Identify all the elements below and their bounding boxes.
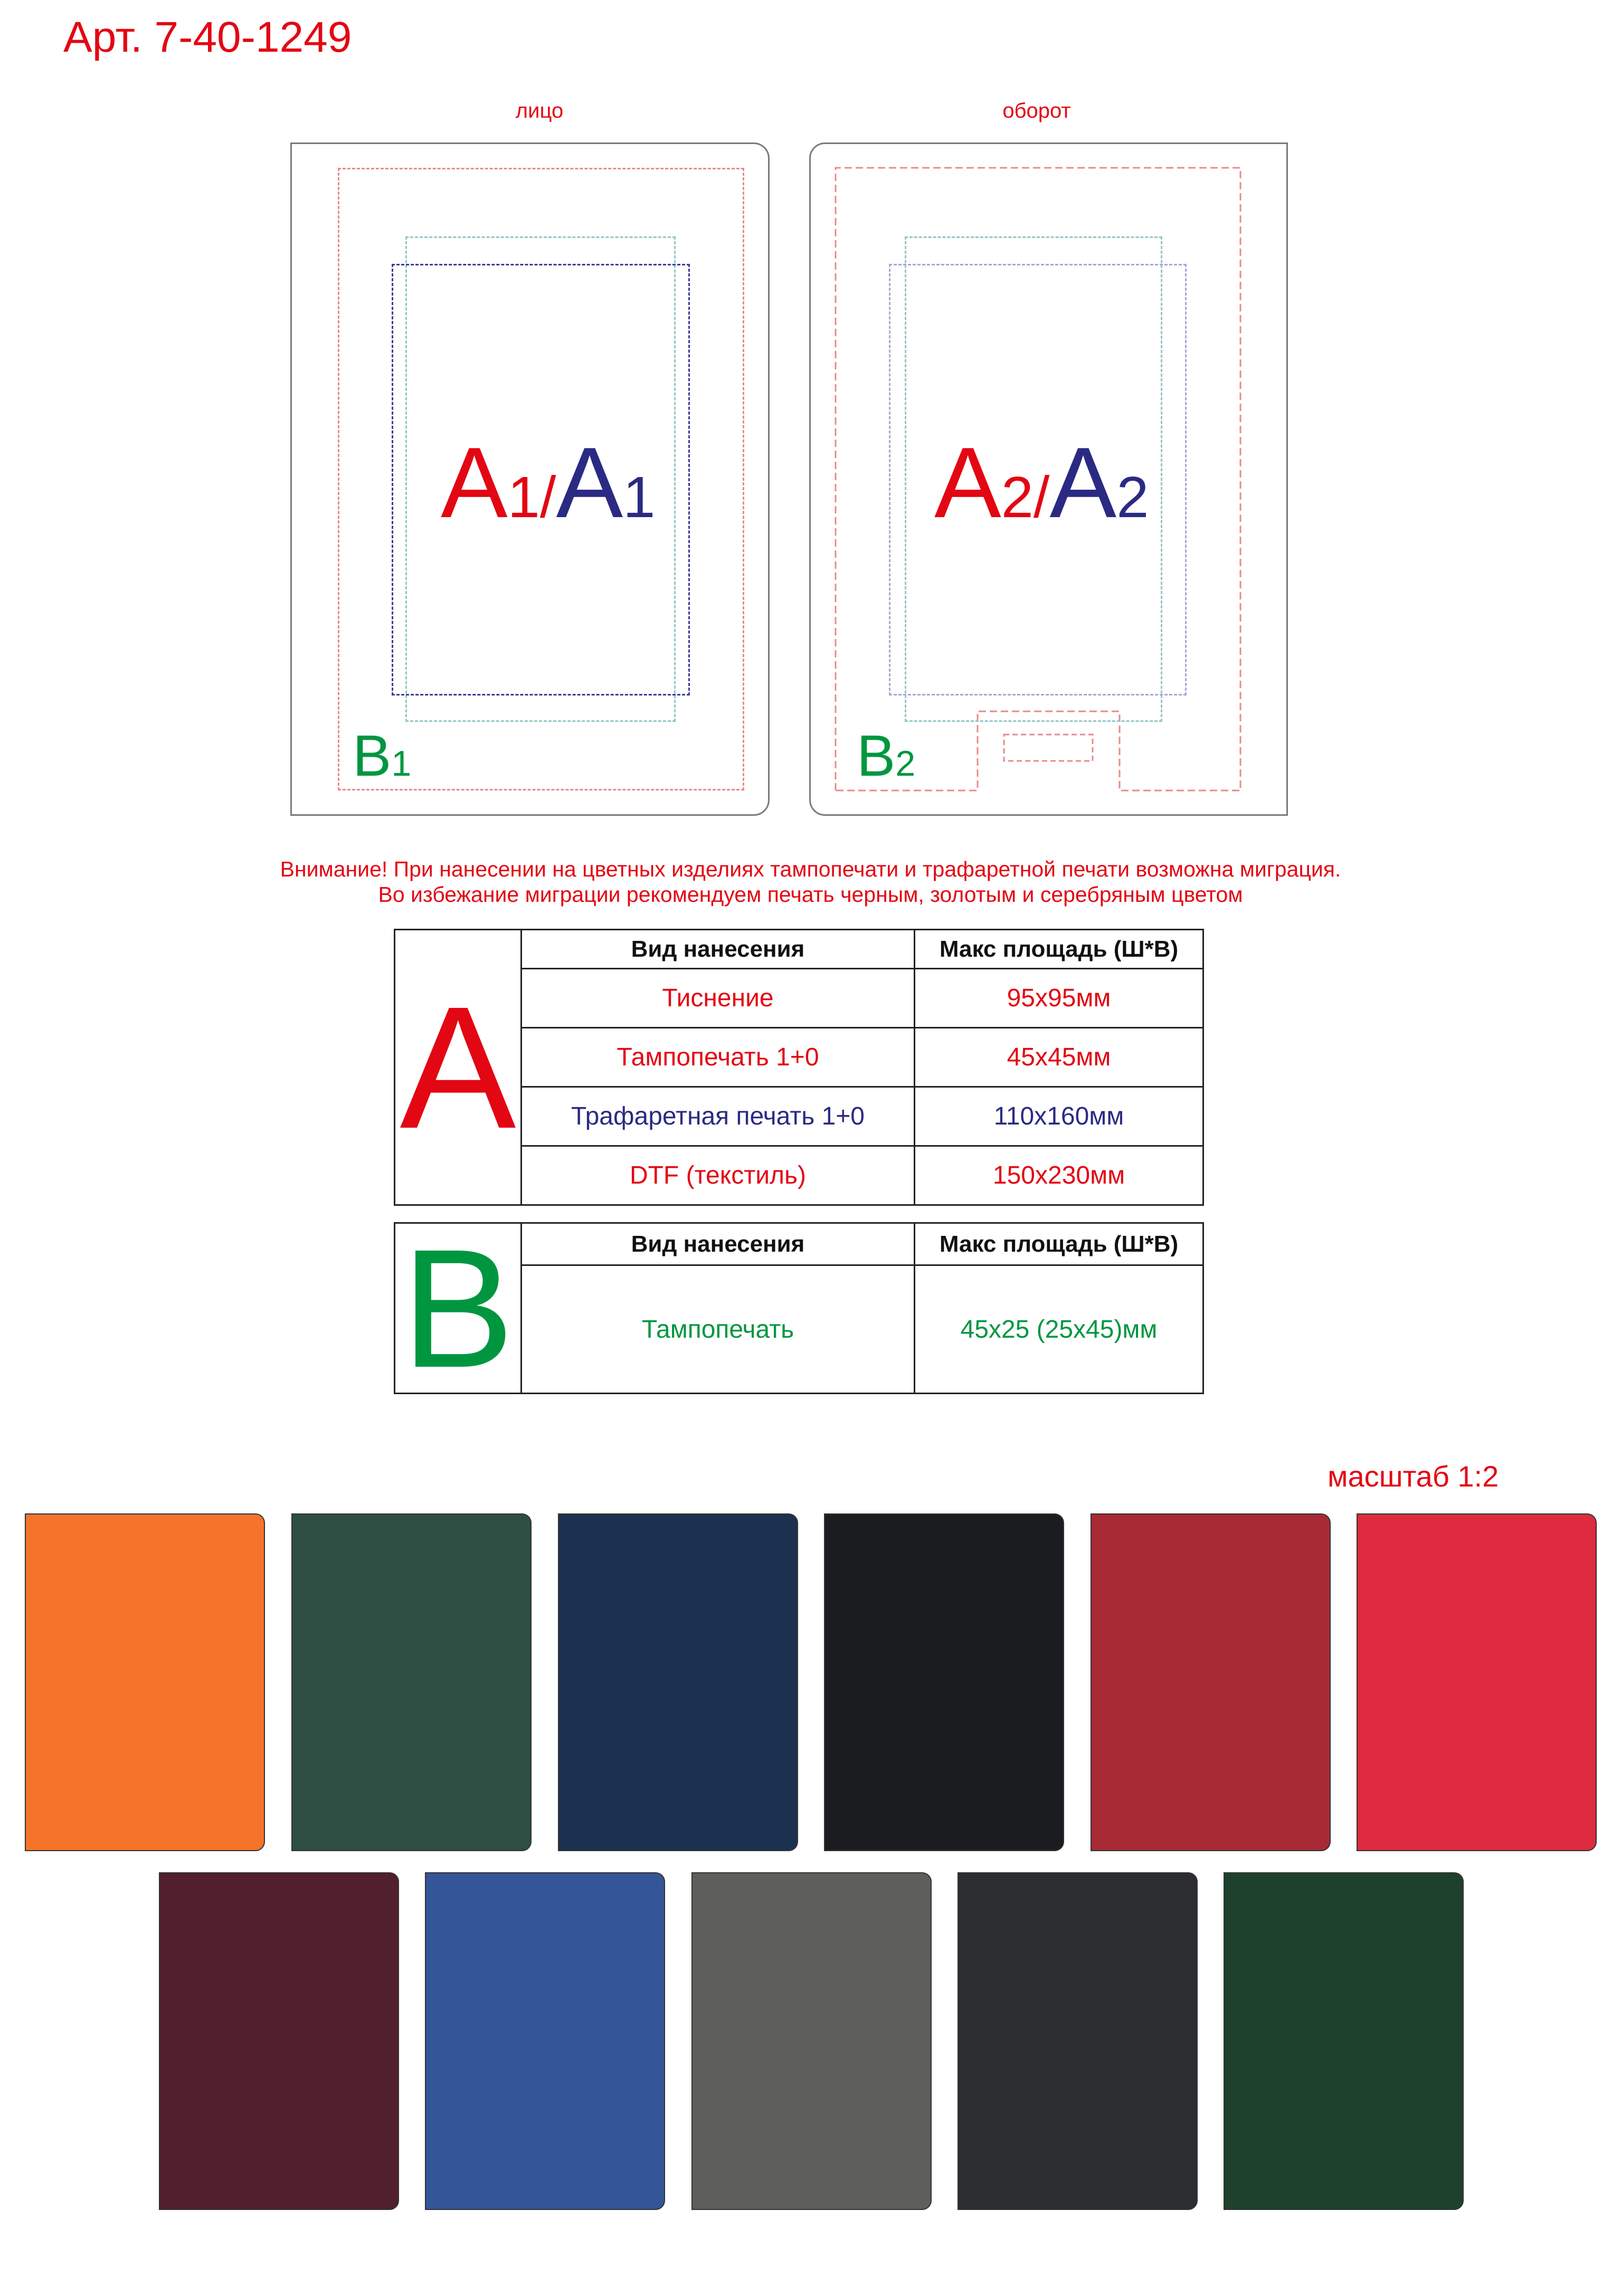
color-swatch[interactable]	[1357, 1513, 1597, 1851]
back-side-label: оборот	[1002, 99, 1071, 122]
table-a-area: 110х160мм	[915, 1087, 1203, 1146]
table-a-area: 150х230мм	[915, 1146, 1203, 1205]
color-swatch[interactable]	[425, 1872, 665, 2210]
migration-warning	[0, 856, 1621, 907]
table-b-letter: B	[401, 1214, 515, 1403]
table-a-header-method: Вид нанесения	[522, 930, 915, 969]
area-a-primary: A	[934, 427, 1001, 539]
scale-label: масштаб 1:2	[1328, 1460, 1499, 1493]
back-area-a-label	[934, 427, 1149, 539]
area-a-primary-sub: 1	[507, 465, 540, 530]
area-a-alt: A	[1049, 427, 1117, 539]
table-b-area: 45х25 (25х45)мм	[915, 1265, 1203, 1394]
area-a-alt-sub: 1	[623, 465, 656, 530]
table-a-area: 45х45мм	[915, 1028, 1203, 1087]
front-area-b-label	[353, 723, 412, 788]
warning-line-1: Внимание! При нанесении на цветных изделиях тампопечати и трафаретной печати возможна миграция.	[280, 857, 1341, 881]
color-swatch[interactable]	[25, 1513, 265, 1851]
color-swatch[interactable]	[958, 1872, 1198, 2210]
area-a-methods-table	[394, 929, 1204, 1206]
back-logo-patch	[1004, 735, 1093, 761]
table-a-method: Трафаретная печать 1+0	[522, 1087, 915, 1146]
table-a-letter-cell	[395, 930, 522, 1205]
area-b: B	[353, 723, 392, 788]
color-swatch[interactable]	[824, 1513, 1064, 1851]
area-a-alt: A	[556, 427, 623, 539]
warning-line-2: Во избежание миграции рекомендуем печать черным, золотым и серебряным цветом	[378, 882, 1243, 907]
table-b-method: Тампопечать	[522, 1265, 915, 1394]
color-swatch[interactable]	[691, 1872, 932, 2210]
article-title: Арт. 7-40-1249	[63, 13, 352, 61]
area-slash: /	[1033, 465, 1050, 530]
area-b: B	[857, 723, 896, 788]
area-slash: /	[539, 465, 556, 530]
table-b-header-method: Вид нанесения	[522, 1223, 915, 1265]
area-b-methods-table	[394, 1214, 1204, 1403]
table-a-method: Тампопечать 1+0	[522, 1028, 915, 1087]
area-a-primary: A	[441, 427, 508, 539]
area-b-sub: 1	[391, 744, 412, 784]
table-b-letter-cell	[395, 1214, 522, 1403]
area-b-sub: 2	[895, 744, 916, 784]
area-a-alt-sub: 2	[1116, 465, 1149, 530]
table-b-header-area: Макс площадь (Ш*В)	[915, 1223, 1203, 1265]
table-a-area: 95х95мм	[915, 969, 1203, 1028]
color-swatch[interactable]	[1091, 1513, 1331, 1851]
front-side-label: лицо	[515, 99, 564, 122]
table-a-method: DTF (текстиль)	[522, 1146, 915, 1205]
color-swatch[interactable]	[1224, 1872, 1464, 2210]
area-a-primary-sub: 2	[1001, 465, 1034, 530]
color-swatch[interactable]	[159, 1872, 399, 2210]
table-a-method: Тиснение	[522, 969, 915, 1028]
color-swatch[interactable]	[558, 1513, 798, 1851]
back-area-b-label	[857, 723, 916, 788]
color-swatch[interactable]	[291, 1513, 532, 1851]
table-a-letter: A	[400, 969, 516, 1165]
table-a-header-area: Макс площадь (Ш*В)	[915, 930, 1203, 969]
front-area-a-label	[441, 427, 656, 539]
